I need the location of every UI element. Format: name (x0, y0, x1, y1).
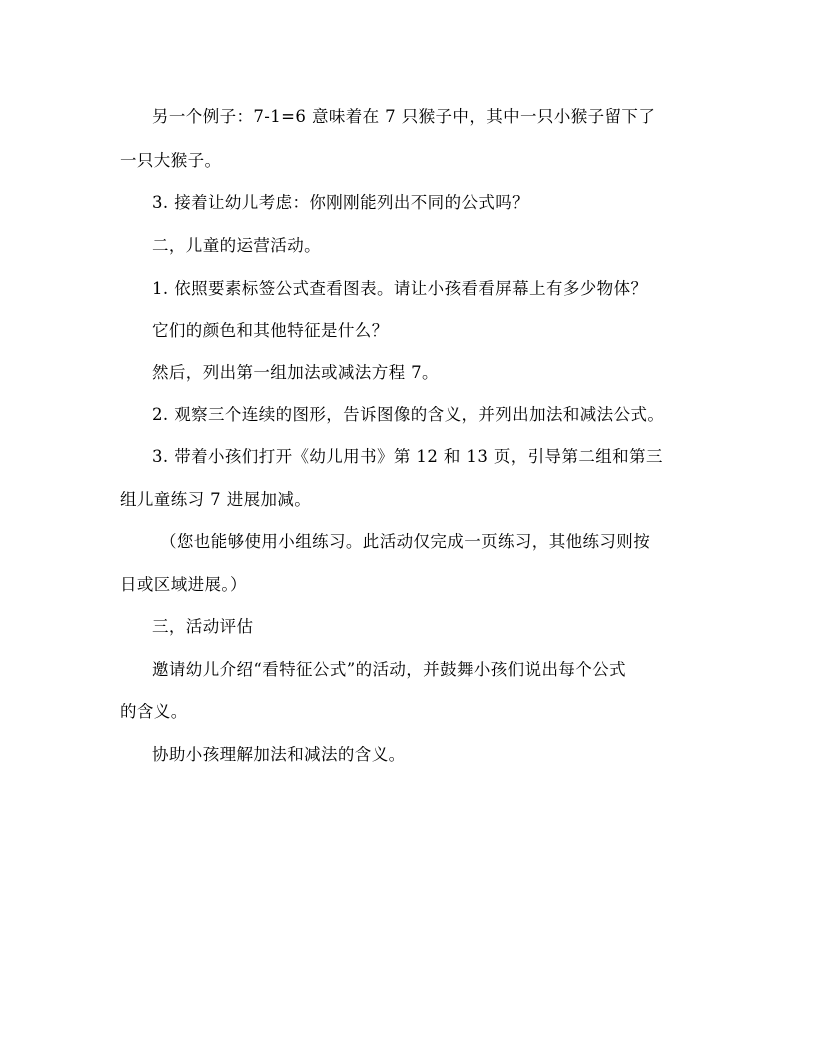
paragraph-line-example-cont: 一只大猴子。 (120, 151, 222, 170)
section-heading-2: 二，儿童的运营活动。 (152, 236, 321, 255)
note-paren-cont: 日或区域进展。） (120, 575, 247, 594)
step-3-line: 3. 接着让幼儿考虑：你刚刚能列出不同的公式吗？ (152, 193, 530, 212)
activity-step-1-cont: 它们的颜色和其他特征是什么？ (152, 321, 389, 340)
activity-step-1-then: 然后，列出第一组加法或减法方程 7。 (152, 363, 439, 382)
evaluation-line-2: 协助小孩理解加法和减法的含义。 (152, 745, 406, 764)
note-paren: （您也能够使用小组练习。此活动仅完成一页练习，其他练习则按 (160, 532, 651, 551)
section-heading-3: 三，活动评估 (152, 617, 254, 636)
activity-step-3: 3. 带着小孩们打开《幼儿用书》第 12 和 13 页，引导第二组和第三 (152, 447, 663, 466)
activity-step-1: 1. 依照要素标签公式查看图表。请让小孩看看屏幕上有多少物体？ (152, 279, 648, 298)
evaluation-line-1-cont: 的含义。 (120, 702, 188, 721)
paragraph-line-example: 另一个例子：7-1=6 意味着在 7 只猴子中，其中一只小猴子留下了 (152, 107, 656, 126)
evaluation-line-1: 邀请幼儿介绍“看特征公式”的活动，并鼓舞小孩们说出每个公式 (152, 660, 626, 679)
activity-step-3-cont: 组儿童练习 7 进展加减。 (120, 490, 312, 509)
activity-step-2: 2. 观察三个连续的图形，告诉图像的含义，并列出加法和减法公式。 (152, 405, 665, 424)
